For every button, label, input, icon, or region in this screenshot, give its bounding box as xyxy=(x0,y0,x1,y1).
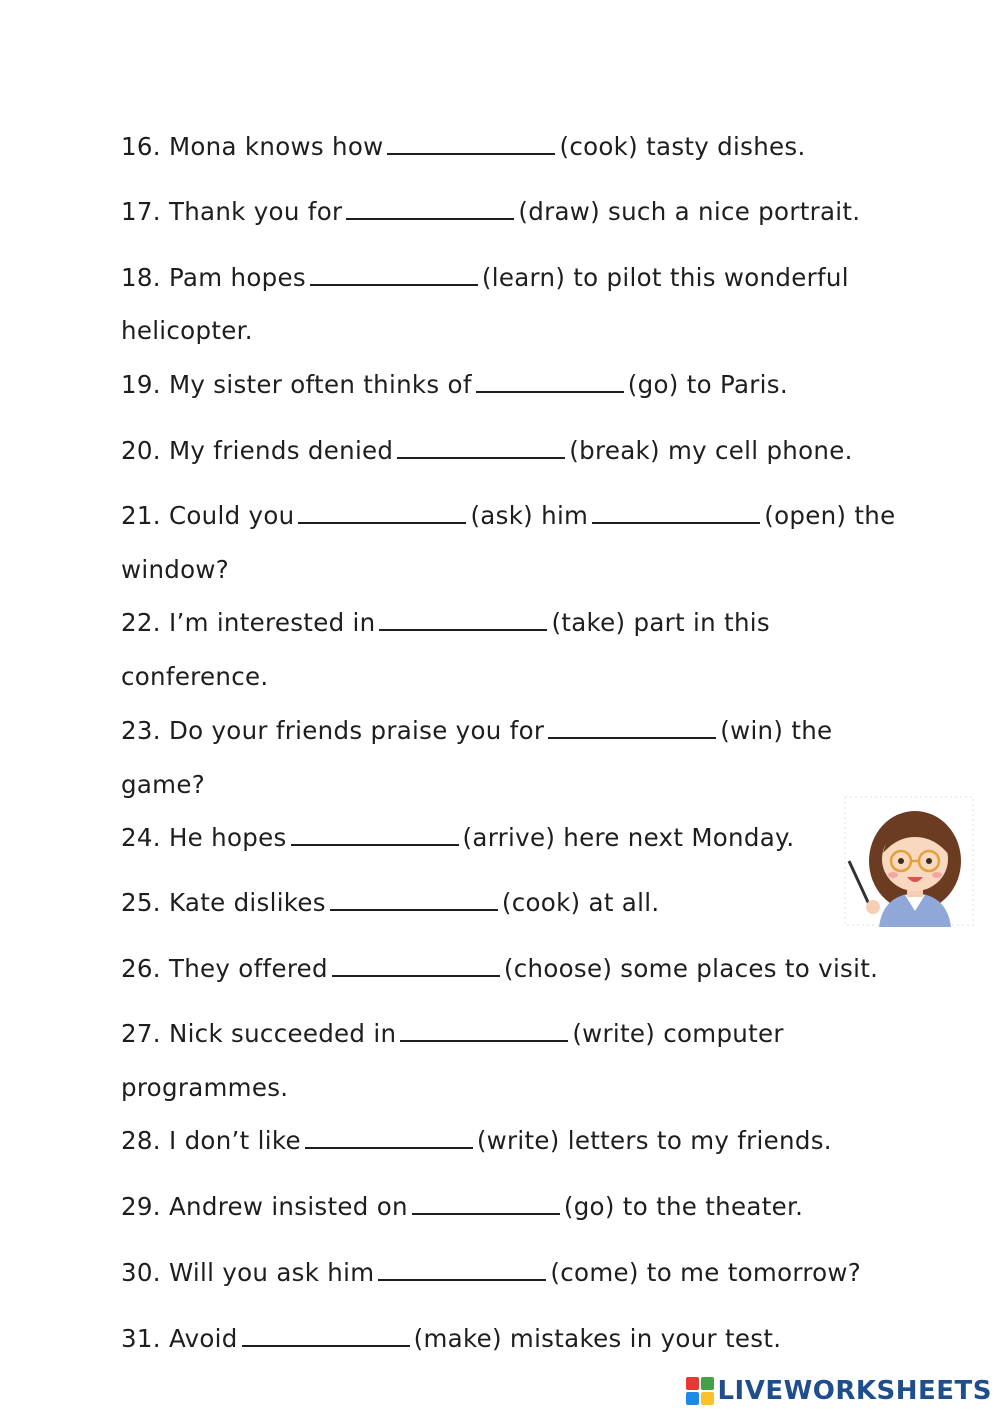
exercise-text: (win) the xyxy=(720,716,833,745)
exercise-text: (open) the xyxy=(764,501,896,530)
exercise-18-continuation xyxy=(121,316,253,346)
exercise-text: (make) mistakes in your test. xyxy=(413,1324,782,1353)
exercise-text: 29. Andrew insisted on xyxy=(121,1192,408,1221)
exercise-text: 26. They offered xyxy=(121,954,328,983)
exercise-text: programmes. xyxy=(121,1073,289,1102)
exercise-31 xyxy=(121,1324,781,1354)
answer-blank[interactable] xyxy=(548,719,716,739)
exercise-text: 27. Nick succeeded in xyxy=(121,1019,397,1048)
answer-blank[interactable] xyxy=(397,439,565,459)
exercise-23-continuation xyxy=(121,770,205,800)
exercise-29 xyxy=(121,1192,803,1222)
exercise-28 xyxy=(121,1126,832,1156)
exercise-text: 24. He hopes xyxy=(121,823,287,852)
teacher-icon xyxy=(843,795,975,927)
exercise-27 xyxy=(121,1019,784,1049)
exercise-26 xyxy=(121,954,878,984)
exercise-text: (cook) at all. xyxy=(501,888,660,917)
exercise-25 xyxy=(121,888,659,918)
exercise-text: 25. Kate dislikes xyxy=(121,888,326,917)
exercise-19 xyxy=(121,370,788,400)
answer-blank[interactable] xyxy=(387,135,555,155)
exercise-18 xyxy=(121,263,849,293)
exercise-20 xyxy=(121,436,853,466)
exercise-16 xyxy=(121,132,806,162)
answer-blank[interactable] xyxy=(305,1129,473,1149)
exercise-23 xyxy=(121,716,832,746)
exercise-text: (go) to the theater. xyxy=(563,1192,804,1221)
answer-blank[interactable] xyxy=(476,373,624,393)
exercise-text: (draw) such a nice portrait. xyxy=(518,197,861,226)
exercise-17 xyxy=(121,197,860,227)
exercise-text: (cook) tasty dishes. xyxy=(559,132,806,161)
exercise-text: conference. xyxy=(121,662,269,691)
liveworksheets-watermark xyxy=(686,1371,992,1411)
exercise-30 xyxy=(121,1258,861,1288)
answer-blank[interactable] xyxy=(412,1195,560,1215)
answer-blank[interactable] xyxy=(242,1327,410,1347)
exercise-27-continuation xyxy=(121,1073,288,1103)
exercise-text: (write) computer xyxy=(572,1019,784,1048)
exercise-text: (come) to me tomorrow? xyxy=(550,1258,862,1287)
exercise-24 xyxy=(121,823,794,853)
exercise-text: 19. My sister often thinks of xyxy=(121,370,472,399)
exercise-text: (learn) to pilot this wonderful xyxy=(481,263,849,292)
exercise-text: helicopter. xyxy=(121,316,253,345)
exercise-text: 30. Will you ask him xyxy=(121,1258,375,1287)
answer-blank[interactable] xyxy=(330,891,498,911)
answer-blank[interactable] xyxy=(379,611,547,631)
exercise-text: 17. Thank you for xyxy=(121,197,343,226)
answer-blank[interactable] xyxy=(400,1022,568,1042)
exercise-text: 28. I don’t like xyxy=(121,1126,301,1155)
watermark-brand: LIVEWORKSHEETS xyxy=(717,1376,992,1406)
exercise-text: (go) to Paris. xyxy=(627,370,788,399)
exercise-22-continuation xyxy=(121,662,268,692)
exercise-text: (break) my cell phone. xyxy=(569,436,853,465)
exercise-text: (choose) some places to visit. xyxy=(503,954,879,983)
answer-blank[interactable] xyxy=(298,504,466,524)
exercise-text: 20. My friends denied xyxy=(121,436,394,465)
liveworksheets-logo-icon xyxy=(686,1377,714,1405)
exercise-text: 31. Avoid xyxy=(121,1324,238,1353)
exercise-text: 23. Do your friends praise you for xyxy=(121,716,545,745)
exercise-text: (ask) him xyxy=(470,501,589,530)
exercise-text: 21. Could you xyxy=(121,501,295,530)
answer-blank[interactable] xyxy=(310,266,478,286)
exercise-text: 18. Pam hopes xyxy=(121,263,306,292)
answer-blank[interactable] xyxy=(592,504,760,524)
exercise-text: 22. I’m interested in xyxy=(121,608,376,637)
exercise-text: game? xyxy=(121,770,206,799)
exercise-21 xyxy=(121,501,896,531)
exercise-text: window? xyxy=(121,555,230,584)
exercise-text: 16. Mona knows how xyxy=(121,132,384,161)
exercise-text: (take) part in this xyxy=(551,608,770,637)
exercise-text: (arrive) here next Monday. xyxy=(462,823,795,852)
answer-blank[interactable] xyxy=(332,957,500,977)
answer-blank[interactable] xyxy=(291,826,459,846)
answer-blank[interactable] xyxy=(378,1261,546,1281)
answer-blank[interactable] xyxy=(346,200,514,220)
exercise-text: (write) letters to my friends. xyxy=(476,1126,832,1155)
exercise-21-continuation xyxy=(121,555,229,585)
exercise-22 xyxy=(121,608,770,638)
